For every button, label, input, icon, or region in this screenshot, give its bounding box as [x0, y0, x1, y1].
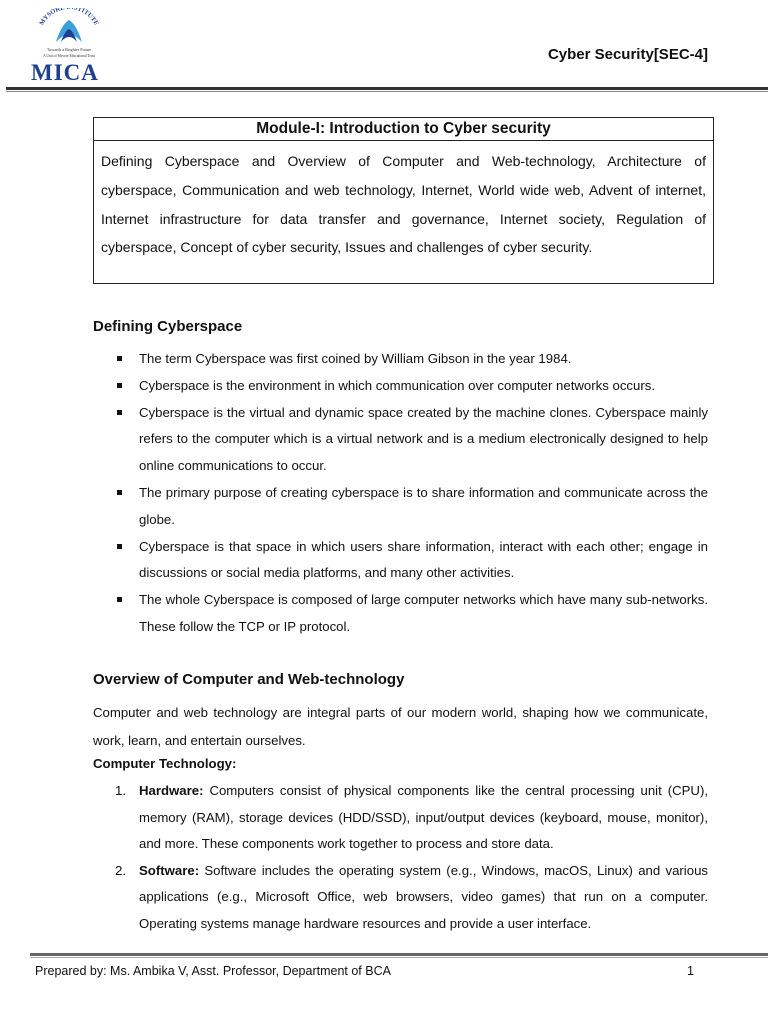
module-syllabus: Defining Cyberspace and Overview of Computer and Web-technology, Architecture of cyberspace, Communication and web technology, Internet, World wide web, Advent of internet, Internet infrastructure for data transfer and governance, Internet society, Regulation of cyberspace, Concept of cyber security, Issues and challenges of cyber security. — [101, 153, 706, 256]
list-item: Cyberspace is the virtual and dynamic space created by the machine clones. Cyberspace mainly refers to the computer which is a virtual network and is a medium electronically designed to help online communications to occur. — [93, 400, 708, 480]
logo-tagline: Towards a Brighter Future — [46, 47, 92, 52]
list-item — [93, 858, 708, 938]
list-item: The whole Cyberspace is composed of large computer networks which have many sub-networks. These follow the TCP or IP protocol. — [93, 587, 708, 641]
course-title: Cyber Security[SEC-4] — [547, 46, 708, 63]
logo-subtag: A Unit of Mysore Educational Trust — [43, 54, 95, 58]
header-divider-thin — [6, 91, 768, 92]
item-label: Hardware: — [139, 783, 204, 798]
module-box — [93, 117, 714, 284]
section-heading-computer-web-technology: Overview of Computer and Web-technology — [93, 671, 405, 688]
footer-divider — [30, 953, 768, 956]
cyberspace-bullet-list — [93, 346, 708, 641]
item-text: Computers consist of physical components like the central processing unit (CPU), memory (RAM), storage devices (HDD/SSD), input/output devices (keyboard, mouse, monitor), and more. These components work together to process and store data. — [139, 783, 708, 852]
footer-prepared-by: Prepared by: Ms. Ambika V, Asst. Professor, Department of BCA — [35, 964, 391, 978]
item-text: Software includes the operating system (e.g., Windows, macOS, Linux) and various applications (e.g., Microsoft Office, web browsers, video games) that run on a computer. Operating systems manage hardware resources and provide a user interface. — [139, 862, 708, 931]
logo-name: MICA — [31, 60, 99, 85]
logo-emblem-icon — [28, 8, 110, 60]
list-item: Cyberspace is the environment in which communication over computer networks occurs. — [93, 373, 708, 400]
list-number: 1. — [115, 783, 126, 798]
list-item: The primary purpose of creating cyberspace is to share information and communicate across the globe. — [93, 480, 708, 534]
mica-logo — [28, 8, 110, 84]
section-heading-defining-cyberspace: Defining Cyberspace — [93, 318, 243, 335]
module-title: Module-I: Introduction to Cyber security — [94, 118, 713, 141]
footer-divider-thin — [30, 957, 768, 958]
list-item: Cyberspace is that space in which users share information, interact with each other; engage in discussions or social media platforms, and many other activities. — [93, 534, 708, 588]
section-intro-paragraph: Computer and web technology are integral parts of our modern world, shaping how we communicate, work, learn, and entertain ourselves. — [93, 705, 708, 748]
page-number: 1 — [687, 964, 694, 978]
logo-arc-text: MYSORE STITUTE — [38, 8, 100, 27]
computer-technology-list — [93, 778, 708, 938]
list-item: The term Cyberspace was first coined by William Gibson in the year 1984. — [93, 346, 708, 373]
header-divider — [6, 87, 768, 90]
list-item — [93, 778, 708, 858]
subheading-computer-technology: Computer Technology: — [93, 756, 237, 771]
list-number: 2. — [115, 862, 126, 878]
item-label: Software: — [139, 862, 200, 878]
